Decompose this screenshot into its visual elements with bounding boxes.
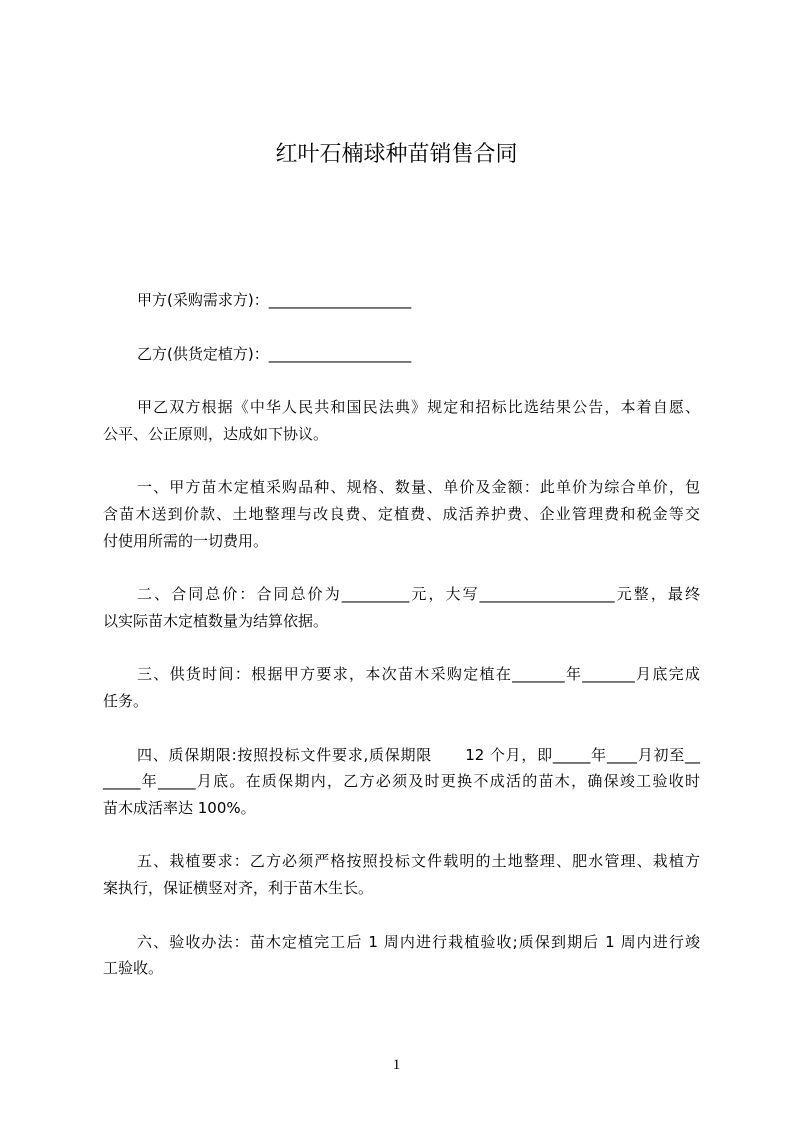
party-b-row [103, 341, 700, 368]
clause-3-delivery-time [103, 661, 700, 714]
clause-line: 甲乙双方根据《中华人民共和国民法典》规定和招标比选结果公告，本着自愿、 [137, 398, 700, 417]
clause-line: 五、栽植要求：乙方必须严格按照投标文件载明的土地整理、肥水管理、栽植方 [137, 852, 700, 871]
clause-4-warranty [103, 742, 700, 822]
document-title: 红叶石楠球种苗销售合同 [275, 142, 518, 167]
party-b-blank: ___________________ [268, 344, 412, 363]
clause-line: 苗木成活率达 100%。 [103, 798, 256, 817]
clause-line: 以实际苗木定植数量为结算依据。 [103, 611, 329, 630]
party-a-row [103, 287, 700, 314]
clause-1-items [103, 474, 700, 554]
clause-2-total-price [103, 581, 700, 634]
clause-6-acceptance [103, 929, 700, 982]
clause-line: 工验收。 [103, 959, 164, 978]
party-a-label: 甲方(采购需求方)： [137, 291, 269, 309]
clause-line: 六、验收办法：苗木定植完工后 1 周内进行栽植验收;质保到期后 1 周内进行竣 [137, 932, 700, 951]
clause-preamble [103, 394, 700, 447]
party-b-line [103, 341, 700, 368]
clause-line: 一、甲方苗木定植采购品种、规格、数量、单价及金额：此单价为综合单价，包 [137, 478, 700, 497]
clause-line: 三、供货时间：根据甲方要求，本次苗木采购定植在_______年_______月底完成 [137, 665, 700, 684]
clause-line: 案执行，保证横竖对齐，利于苗木生长。 [103, 878, 374, 897]
clause-line: 含苗木送到价款、土地整理与改良费、定植费、成活养护费、企业管理费和税金等交 [103, 504, 700, 523]
clause-line: 四、质保期限:按照投标文件要求,质保期限 12 个月，即_____年____月初至__ [137, 745, 700, 764]
clause-line: 公平、公正原则，达成如下协议。 [103, 424, 329, 443]
party-a-blank: ___________________ [268, 291, 412, 309]
document-body [103, 287, 700, 1009]
clause-line: 任务。 [103, 691, 149, 710]
page-number: 1 [392, 1057, 401, 1073]
clause-5-planting [103, 848, 700, 901]
clause-line: 二、合同总价：合同总价为_________元，大写__________________元整，最终 [137, 585, 700, 604]
party-a-line [103, 287, 700, 314]
clause-line: 付使用所需的一切费用。 [103, 531, 269, 550]
clause-line: _____年_____月底。在质保期内，乙方必须及时更换不成活的苗木，确保竣工验收时 [103, 772, 700, 791]
party-b-label: 乙方(供货定植方)： [137, 344, 269, 363]
